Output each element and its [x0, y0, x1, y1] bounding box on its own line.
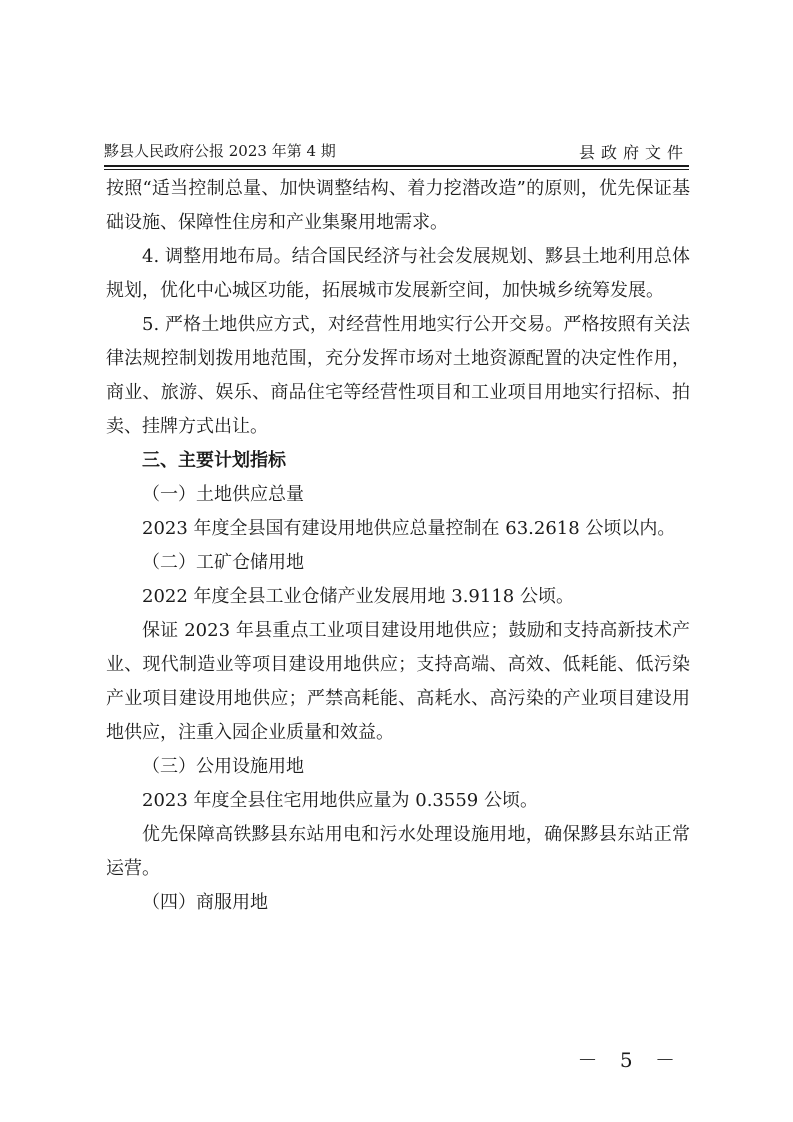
subheading-public-facilities: （三）公用设施用地 [142, 756, 304, 777]
section-heading-3: 三、主要计划指标 [142, 450, 286, 471]
subheading-industrial-storage: （二）工矿仓储用地 [142, 552, 304, 573]
subheading-commercial: （四）商服用地 [142, 892, 268, 913]
section-label: 县政府文件 [578, 143, 689, 162]
publication-title: 黟县人民政府公报 2023 年第 4 期 [104, 142, 336, 160]
paragraph-item-5: 5. 严格土地供应方式，对经营性用地实行公开交易。严格按照有关法律法规控制划拨用地范围，充分发挥市场对土地资源配置的决定性作用，商业、旅游、娱乐、商品住宅等经营性项目和工业项目用地实行招标、拍卖、挂牌方式出让。 [106, 314, 690, 437]
paragraph-continuation: 按照“适当控制总量、加快调整结构、着力挖潜改造”的原则，优先保证基础设施、保障性住房和产业集聚用地需求。 [106, 178, 690, 233]
page-number: － 5 － [577, 1048, 683, 1072]
paragraph-land-supply-total: 2023 年度全县国有建设用地供应总量控制在 63.2618 公顷以内。 [142, 518, 676, 539]
header-rule-thick [104, 165, 689, 167]
paragraph-public-facilities-priority: 优先保障高铁黟县东站用电和污水处理设施用地，确保黟县东站正常运营。 [106, 824, 690, 879]
document-body [106, 172, 690, 920]
paragraph-industrial-policy: 保证 2023 年县重点工业项目建设用地供应；鼓励和支持高新技术产业、现代制造业等项目建设用地供应；支持高端、高效、低耗能、低污染产业项目建设用地供应；严禁高耗能、高耗水、高污染的产业项目建设用地供应，注重入园企业质量和效益。 [106, 620, 690, 743]
paragraph-public-facilities-amount: 2023 年度全县住宅用地供应量为 0.3559 公顷。 [142, 790, 538, 811]
subheading-land-supply: （一）土地供应总量 [142, 484, 304, 505]
page-header [104, 140, 689, 164]
paragraph-item-4: 4. 调整用地布局。结合国民经济与社会发展规划、黟县土地利用总体规划，优化中心城区功能，拓展城市发展新空间，加快城乡统筹发展。 [106, 246, 690, 301]
header-rule-thin [104, 169, 689, 170]
paragraph-industrial-storage-amount: 2022 年度全县工业仓储产业发展用地 3.9118 公顷。 [142, 586, 574, 607]
